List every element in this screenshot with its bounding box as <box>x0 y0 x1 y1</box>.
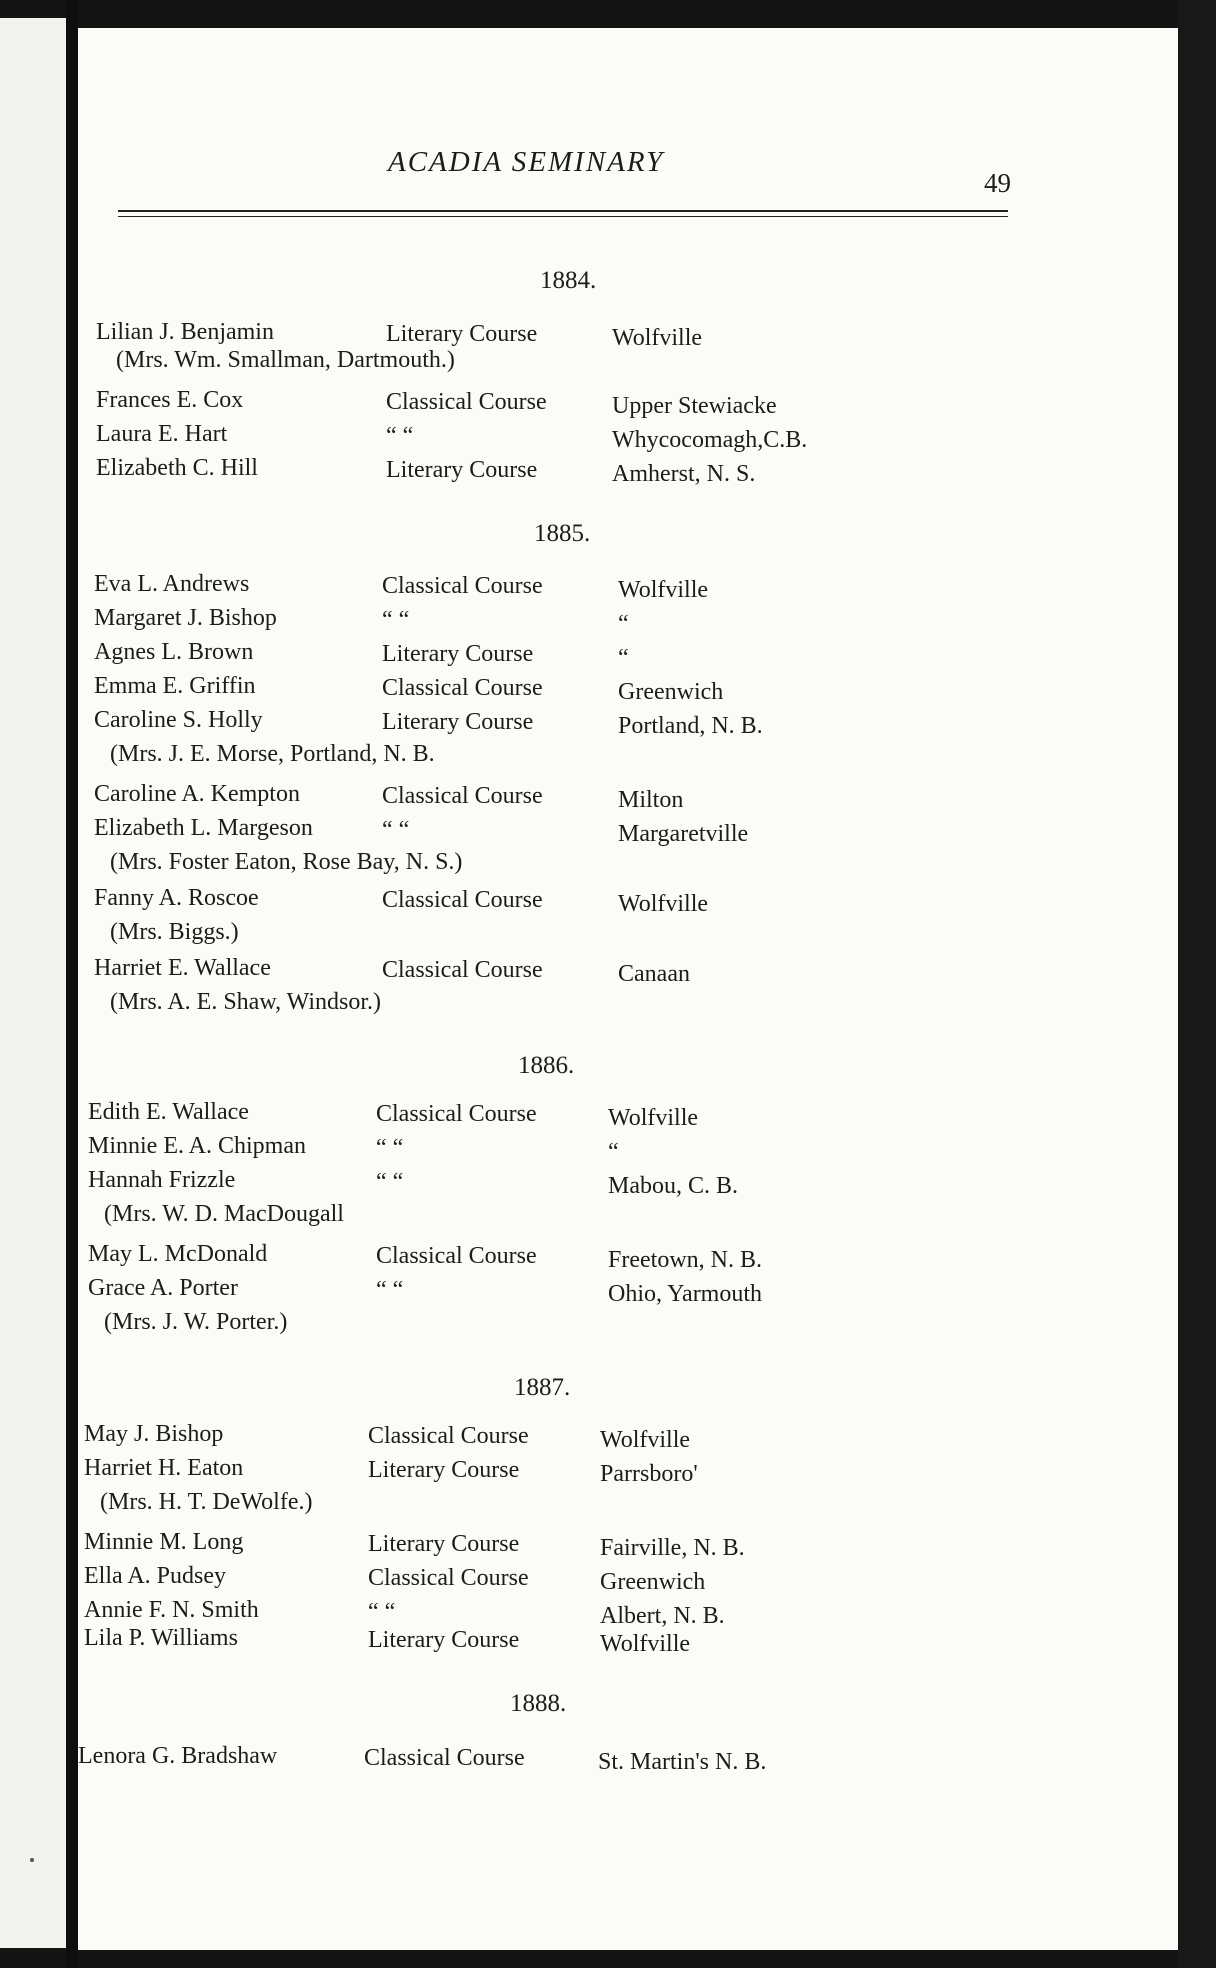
course-name: Classical Course <box>382 573 543 599</box>
graduate-name: May J. Bishop <box>84 1421 224 1447</box>
graduate-name: Eva L. Andrews <box>94 571 250 597</box>
married-name-note: (Mrs. J. E. Morse, Portland, N. B. <box>110 741 435 767</box>
home-town: Milton <box>618 787 684 813</box>
home-town: Wolfville <box>608 1105 699 1131</box>
course-name: Literary Course <box>368 1531 520 1557</box>
married-name-note: (Mrs. H. T. DeWolfe.) <box>100 1489 313 1515</box>
course-name: Literary Course <box>382 641 534 667</box>
graduate-name: Annie F. N. Smith <box>84 1597 259 1623</box>
page-number: 49 <box>984 168 1011 198</box>
home-town: St. Martin's N. B. <box>598 1749 767 1775</box>
married-name-note: (Mrs. Foster Eaton, Rose Bay, N. S.) <box>110 849 463 875</box>
course-name: “ “ <box>382 817 410 843</box>
course-name: “ “ <box>386 423 414 449</box>
home-town: “ <box>608 1139 619 1165</box>
graduate-name: Minnie E. A. Chipman <box>88 1133 306 1159</box>
graduate-name: Lenora G. Bradshaw <box>78 1743 278 1769</box>
year-heading: 1884. <box>540 267 597 294</box>
graduate-name: Emma E. Griffin <box>94 673 256 699</box>
course-name: Literary Course <box>386 321 538 347</box>
married-name-note: (Mrs. W. D. MacDougall <box>104 1201 344 1227</box>
graduate-name: Elizabeth C. Hill <box>96 455 258 481</box>
home-town: Wolfville <box>600 1427 691 1453</box>
graduate-name: Lila P. Williams <box>84 1625 238 1651</box>
adjacent-page-edge <box>0 18 66 1948</box>
course-name: “ “ <box>376 1135 404 1161</box>
home-town: Greenwich <box>600 1569 706 1595</box>
course-name: Classical Course <box>386 389 547 415</box>
graduate-name: Laura E. Hart <box>96 421 228 447</box>
course-name: Classical Course <box>376 1243 537 1269</box>
course-name: “ “ <box>376 1169 404 1195</box>
course-name: Classical Course <box>368 1565 529 1591</box>
home-town: Wolfville <box>600 1631 691 1657</box>
home-town: Mabou, C. B. <box>608 1173 739 1199</box>
home-town: Greenwich <box>618 679 724 705</box>
graduate-name: Frances E. Cox <box>96 387 244 413</box>
home-town: Wolfville <box>618 891 709 917</box>
home-town: “ <box>618 645 629 671</box>
graduate-name: Elizabeth L. Margeson <box>94 815 313 841</box>
graduate-name: Edith E. Wallace <box>88 1099 249 1125</box>
home-town: Parrsboro' <box>600 1461 698 1487</box>
course-name: “ “ <box>382 607 410 633</box>
book-page <box>78 28 1178 1950</box>
graduate-name: Caroline S. Holly <box>94 707 263 733</box>
graduate-name: Fanny A. Roscoe <box>94 885 259 911</box>
graduate-name: Harriet H. Eaton <box>84 1455 244 1481</box>
course-name: “ “ <box>368 1599 396 1625</box>
graduate-name: Agnes L. Brown <box>94 639 254 665</box>
home-town: Wolfville <box>612 325 703 351</box>
married-name-note: (Mrs. A. E. Shaw, Windsor.) <box>110 989 382 1015</box>
home-town: Whycocomagh,C.B. <box>612 427 808 453</box>
graduate-name: Harriet E. Wallace <box>94 955 271 981</box>
course-name: Classical Course <box>368 1423 529 1449</box>
scan-speck <box>30 1858 34 1862</box>
home-town: Margaretville <box>618 821 749 847</box>
home-town: Albert, N. B. <box>600 1603 725 1629</box>
married-name-note: (Mrs. Biggs.) <box>110 919 239 945</box>
home-town: Amherst, N. S. <box>612 461 756 487</box>
home-town: Canaan <box>618 961 690 987</box>
graduate-name: Margaret J. Bishop <box>94 605 277 631</box>
course-name: “ “ <box>376 1277 404 1303</box>
year-heading: 1885. <box>534 520 591 547</box>
course-name: Literary Course <box>368 1457 520 1483</box>
home-town: Upper Stewiacke <box>612 393 777 419</box>
course-name: Classical Course <box>382 783 543 809</box>
graduate-name: Hannah Frizzle <box>88 1167 236 1193</box>
running-head: ACADIA SEMINARY <box>388 146 665 178</box>
year-heading: 1886. <box>518 1052 575 1079</box>
course-name: Classical Course <box>382 957 543 983</box>
graduate-name: Ella A. Pudsey <box>84 1563 226 1589</box>
course-name: Classical Course <box>382 675 543 701</box>
married-name-note: (Mrs. Wm. Smallman, Dartmouth.) <box>116 347 455 373</box>
book-gutter <box>66 0 78 1968</box>
course-name: Classical Course <box>376 1101 537 1127</box>
year-heading: 1888. <box>510 1690 567 1717</box>
header-rule-thin <box>118 216 1008 217</box>
year-heading: 1887. <box>514 1374 571 1401</box>
course-name: Classical Course <box>364 1745 525 1771</box>
graduate-name: Grace A. Porter <box>88 1275 238 1301</box>
graduate-name: Minnie M. Long <box>84 1529 244 1555</box>
course-name: Classical Course <box>382 887 543 913</box>
graduate-name: Caroline A. Kempton <box>94 781 300 807</box>
graduate-name: May L. McDonald <box>88 1241 268 1267</box>
home-town: “ <box>618 611 629 637</box>
married-name-note: (Mrs. J. W. Porter.) <box>104 1309 288 1335</box>
home-town: Portland, N. B. <box>618 713 763 739</box>
home-town: Fairville, N. B. <box>600 1535 745 1561</box>
course-name: Literary Course <box>368 1627 520 1653</box>
graduate-name: Lilian J. Benjamin <box>96 319 274 345</box>
scan-border <box>1178 0 1216 1968</box>
course-name: Literary Course <box>386 457 538 483</box>
home-town: Ohio, Yarmouth <box>608 1281 763 1307</box>
header-rule <box>118 210 1008 212</box>
home-town: Freetown, N. B. <box>608 1247 762 1273</box>
home-town: Wolfville <box>618 577 709 603</box>
course-name: Literary Course <box>382 709 534 735</box>
